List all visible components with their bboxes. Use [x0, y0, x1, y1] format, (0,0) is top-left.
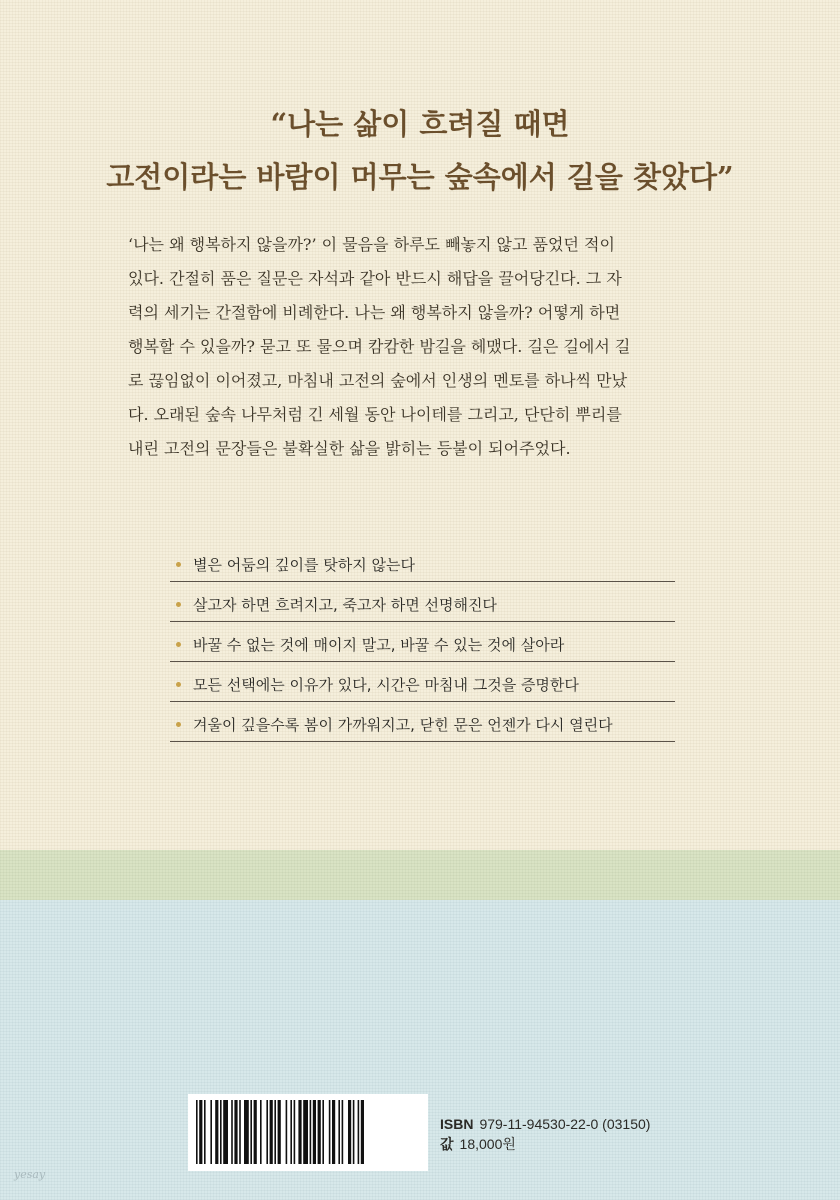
headline-line: “나는 삶이 흐려질 때면 — [270, 107, 570, 141]
isbn-line — [440, 1114, 650, 1134]
quote-text: 별은 어둠의 깊이를 탓하지 않는다 — [193, 556, 415, 574]
headline — [0, 98, 840, 204]
barcode-bar — [231, 1100, 233, 1164]
body-line: 다. 오래된 숲속 나무처럼 긴 세월 동안 나이테를 그리고, 단단히 뿌리를 — [128, 405, 622, 424]
barcode-bar — [215, 1100, 218, 1164]
barcode-bar — [318, 1100, 321, 1164]
barcode-bar — [303, 1100, 308, 1164]
barcode-bar — [310, 1100, 312, 1164]
isbn-label: ISBN — [440, 1116, 474, 1132]
bullet-icon — [176, 682, 181, 687]
quote-item — [170, 708, 675, 742]
isbn-value: 979-11-94530-22-0 (03150) — [479, 1116, 651, 1132]
barcode-bar — [250, 1100, 252, 1164]
barcode — [188, 1094, 428, 1171]
barcode-bar — [270, 1100, 273, 1164]
quote-text: 바꿀 수 없는 것에 매이지 말고, 바꿀 수 있는 것에 살아라 — [193, 636, 565, 654]
barcode-bar — [266, 1100, 268, 1164]
barcode-bar — [254, 1100, 257, 1164]
barcode-bar — [322, 1100, 324, 1164]
barcode-bar — [329, 1100, 331, 1164]
barcode-bar — [260, 1100, 262, 1164]
barcode-bar — [204, 1100, 206, 1164]
barcode-bar — [338, 1100, 340, 1164]
bullet-icon — [176, 602, 181, 607]
barcode-bar — [353, 1100, 355, 1164]
isbn-block — [440, 1114, 650, 1154]
barcode-bar — [342, 1100, 344, 1164]
barcode-bar — [196, 1100, 198, 1164]
barcode-graphic — [196, 1100, 420, 1164]
barcode-bar — [223, 1100, 228, 1164]
barcode-bar — [361, 1100, 364, 1164]
body-line: 력의 세기는 간절함에 비례한다. 나는 왜 행복하지 않을까? 어떻게 하면 — [128, 303, 621, 322]
quote-item — [170, 588, 675, 622]
price-value: 18,000원 — [459, 1136, 516, 1152]
barcode-bar — [210, 1100, 212, 1164]
barcode-bar — [290, 1100, 292, 1164]
barcode-bar — [348, 1100, 351, 1164]
headline-line: 고전이라는 바람이 머무는 숲속에서 길을 찾았다” — [106, 160, 734, 194]
barcode-bar — [234, 1100, 237, 1164]
body-line: 행복할 수 있을까? 묻고 또 물으며 캄캄한 밤길을 헤맸다. 길은 길에서 길 — [128, 337, 631, 356]
quote-text: 겨울이 깊을수록 봄이 가까워지고, 닫힌 문은 언젠가 다시 열린다 — [193, 716, 613, 734]
body-line: 로 끊임없이 이어졌고, 마침내 고전의 숲에서 인생의 멘토를 하나씩 만났 — [128, 371, 628, 390]
barcode-bar — [244, 1100, 249, 1164]
quote-item — [170, 548, 675, 582]
body-paragraph — [128, 228, 728, 466]
barcode-bar — [358, 1100, 360, 1164]
barcode-bar — [298, 1100, 301, 1164]
body-line: ‘나는 왜 행복하지 않을까?’ 이 물음을 하루도 빼놓지 않고 품었던 적이 — [128, 235, 615, 254]
quote-text: 모든 선택에는 이유가 있다, 시간은 마침내 그것을 증명한다 — [193, 676, 579, 694]
body-line: 있다. 간절히 품은 질문은 자석과 같아 반드시 해답을 끌어당긴다. 그 자 — [128, 269, 622, 288]
price-line — [440, 1134, 650, 1154]
barcode-bar — [220, 1100, 222, 1164]
barcode-bar — [332, 1100, 335, 1164]
quote-list — [170, 548, 675, 748]
green-band — [0, 850, 840, 900]
barcode-bar — [286, 1100, 288, 1164]
bullet-icon — [176, 642, 181, 647]
barcode-bar — [313, 1100, 316, 1164]
price-label: 값 — [440, 1136, 454, 1152]
bullet-icon — [176, 722, 181, 727]
watermark: yesay — [14, 1168, 46, 1181]
quote-text: 살고자 하면 흐려지고, 죽고자 하면 선명해진다 — [193, 596, 497, 614]
body-line: 내린 고전의 문장들은 불확실한 삶을 밝히는 등불이 되어주었다. — [128, 439, 571, 458]
barcode-bar — [199, 1100, 202, 1164]
barcode-bar — [278, 1100, 281, 1164]
quote-item — [170, 628, 675, 662]
barcode-bar — [239, 1100, 241, 1164]
barcode-bar — [294, 1100, 296, 1164]
barcode-bar — [274, 1100, 276, 1164]
bullet-icon — [176, 562, 181, 567]
quote-item — [170, 668, 675, 702]
